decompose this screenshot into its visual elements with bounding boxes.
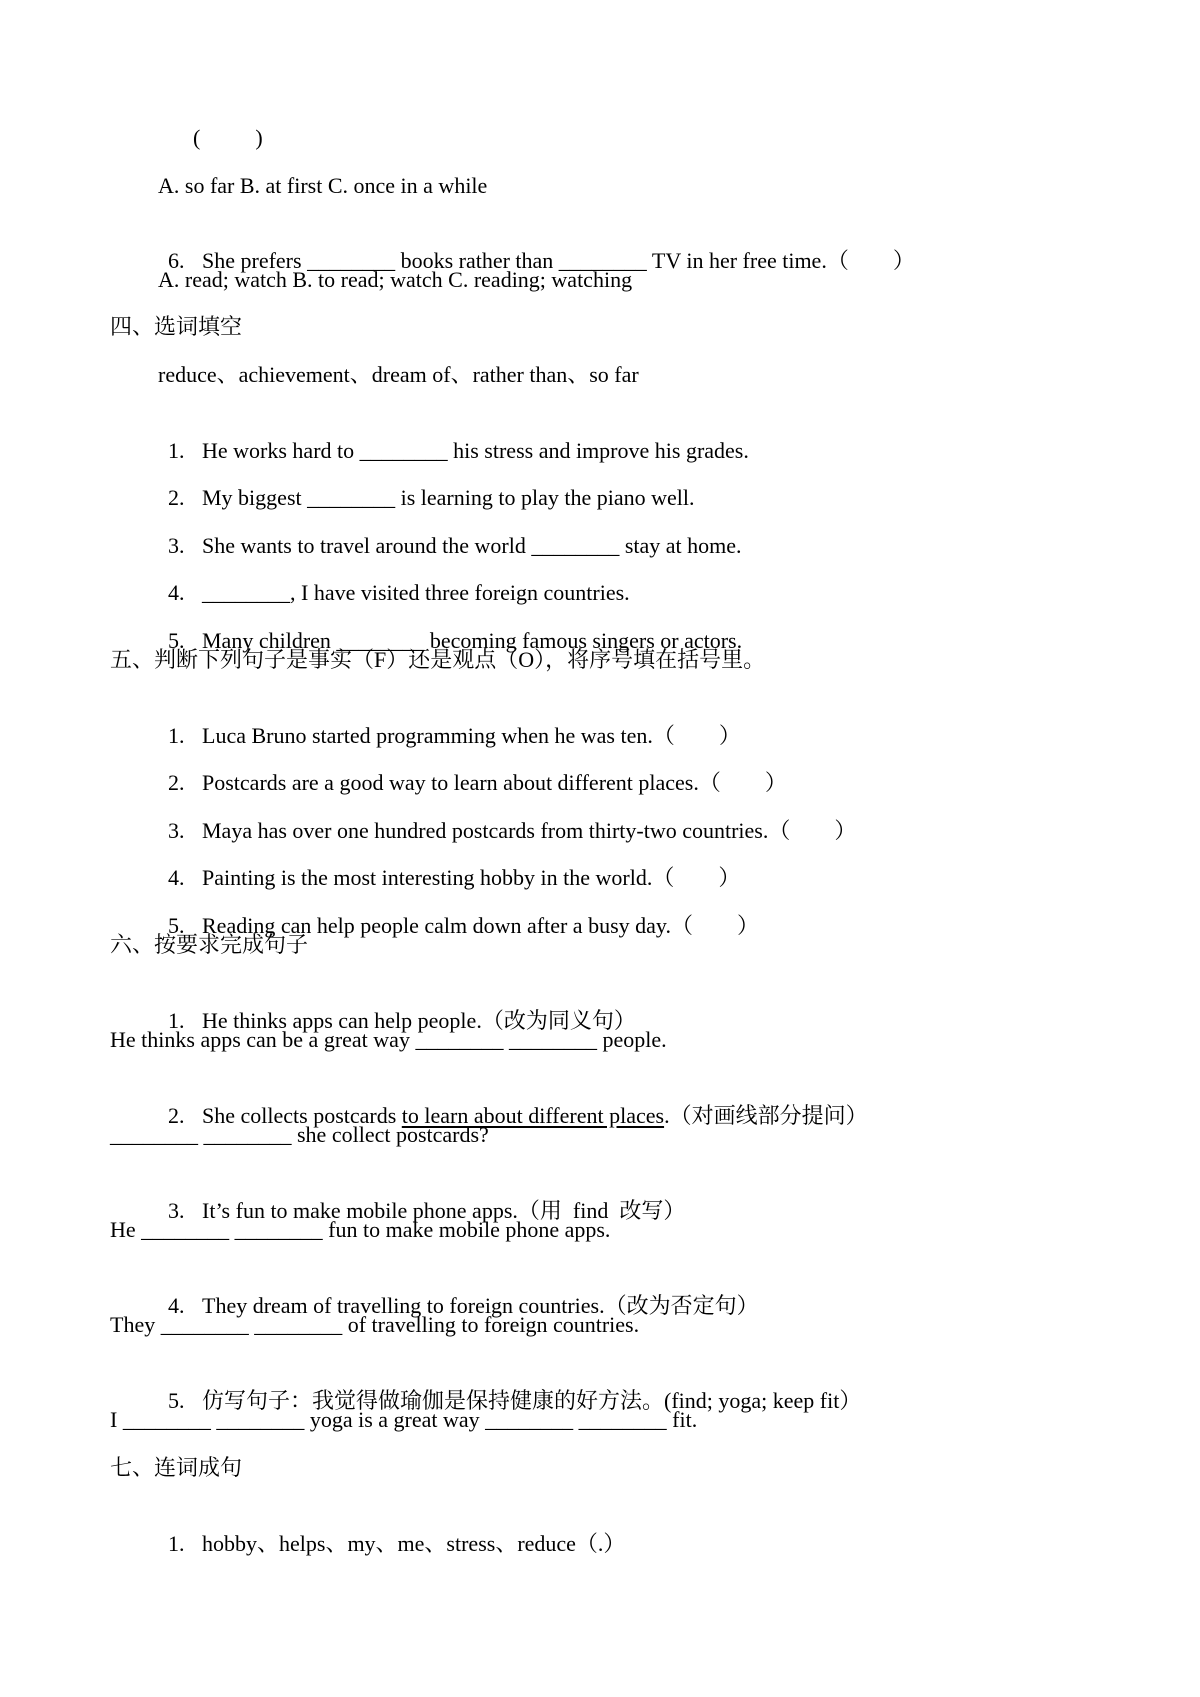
section6-answer-line: He thinks apps can be a great way ________ ________ people.: [110, 1027, 667, 1052]
item-text: ________, I have visited three foreign countries.: [202, 580, 630, 605]
item-text-before: She collects postcards: [202, 1103, 402, 1128]
item-text: He thinks apps can help people.（改为同义句）: [202, 1008, 636, 1033]
item-text: It’s fun to make mobile phone apps.（用 find 改写）: [202, 1198, 686, 1223]
item-text: He works hard to ________ his stress and improve his grades.: [202, 438, 749, 463]
q6-options: A. read; watch B. to read; watch C. reading; watching: [158, 267, 633, 292]
item-number: 1.: [168, 1008, 185, 1033]
item-number: 3.: [168, 533, 185, 558]
item-number: 4.: [168, 865, 185, 890]
item-text: hobby、helps、my、me、stress、reduce（.）: [202, 1531, 626, 1556]
item-number: 1.: [168, 723, 185, 748]
q6-text: She prefers ________ books rather than ________ TV in her free time.（ ）: [202, 248, 915, 273]
section6-answer-line: They ________ ________ of travelling to foreign countries.: [110, 1312, 640, 1337]
section6-answer-line: He ________ ________ fun to make mobile phone apps.: [110, 1217, 611, 1242]
section7-item: [146, 1502, 625, 1586]
item-text: She wants to travel around the world ________ stay at home.: [202, 533, 742, 558]
item-number: 1.: [168, 438, 185, 463]
section7-heading: 七、连词成句: [110, 1455, 243, 1480]
q6-number: 6.: [168, 248, 185, 273]
q5-options: A. so far B. at first C. once in a while: [158, 173, 488, 198]
item-text: My biggest ________ is learning to play the piano well.: [202, 485, 695, 510]
item-number: 3.: [168, 818, 185, 843]
underlined-phrase: to learn about different places: [401, 1103, 665, 1128]
item-number: 5.: [168, 913, 185, 938]
item-text: Painting is the most interesting hobby in the world.（ ）: [202, 865, 741, 890]
item-text: Luca Bruno started programming when he was ten.（ ）: [202, 723, 741, 748]
item-number: 5.: [168, 1388, 185, 1413]
section6-heading: 六、按要求完成句子: [110, 932, 309, 957]
item-text: They dream of travelling to foreign countries.（改为否定句）: [202, 1293, 759, 1318]
item-number: 1.: [168, 1531, 185, 1556]
item-number: 2.: [168, 770, 185, 795]
item-text: Postcards are a good way to learn about different places.（ ）: [202, 770, 787, 795]
item-text: Many children ________ becoming famous singers or actors.: [202, 628, 743, 653]
section5-heading: 五、判断下列句子是事实（F）还是观点（O），将序号填在括号里。: [110, 647, 766, 672]
item-number: 2.: [168, 485, 185, 510]
item-text-after: .（对画线部分提问）: [664, 1103, 868, 1128]
section4-word-bank: reduce、achievement、dream of、rather than、so far: [158, 362, 639, 387]
item-number: 3.: [168, 1198, 185, 1223]
item-number: 4.: [168, 1293, 185, 1318]
item-text: Reading can help people calm down after a busy day.（ ）: [202, 913, 759, 938]
answer-bracket: ( ): [193, 125, 263, 150]
item-text: Maya has over one hundred postcards from thirty-two countries.（ ）: [202, 818, 857, 843]
item-number: 4.: [168, 580, 185, 605]
item-text: 仿写句子：我觉得做瑜伽是保持健康的好方法。(find; yoga; keep fit）: [202, 1388, 862, 1413]
item-number: 5.: [168, 628, 185, 653]
section6-answer-line: I ________ ________ yoga is a great way ________ ________ fit.: [110, 1407, 698, 1432]
section6-answer-line: ________ ________ she collect postcards?: [110, 1122, 489, 1147]
item-number: 2.: [168, 1103, 185, 1128]
section4-heading: 四、选词填空: [110, 314, 243, 339]
